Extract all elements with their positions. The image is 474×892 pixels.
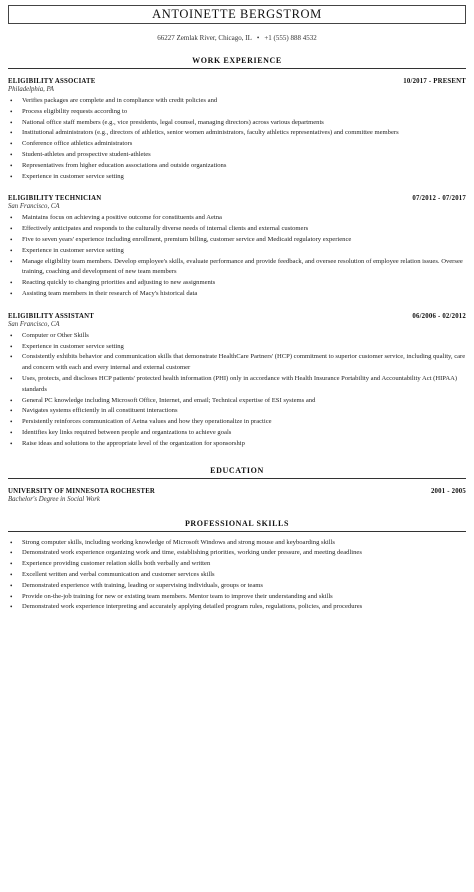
work-experience-heading <box>8 56 466 65</box>
list-item: • Strong computer skills, including working knowledge of Microsoft Windows and strong mouse and keyboarding skills <box>8 538 466 549</box>
job-entry <box>8 313 466 450</box>
education-dates: 2001 - 2005 <box>430 487 466 495</box>
list-item: • Verifies packages are complete and in compliance with credit policies and <box>8 96 466 107</box>
job-header <box>8 313 466 320</box>
list-item: • General PC knowledge including Microsoft Office, Internet, and email; Technical expertise of ESI systems and <box>8 396 466 407</box>
list-item: • Provide on-the-job training for new or existing team members. Mentor team to improve their understanding and skills <box>8 592 466 603</box>
list-item: • Identifies key links required between people and organizations to achieve goals <box>8 428 466 439</box>
job-header <box>8 195 466 202</box>
section-divider <box>8 531 466 532</box>
resume-page <box>8 0 466 613</box>
list-item: • Effectively anticipates and responds to the culturally diverse needs of internal clients and external customers <box>8 224 466 235</box>
list-item: • Uses, protects, and discloses HCP patients' protected health information (PHI) only in accordance with Health Insurance Portability and Accountability Act (HIPAA) standards <box>8 374 466 396</box>
skills-heading <box>8 519 466 528</box>
list-item: • Demonstrated experience with training, leading or supervising individuals, groups or teams <box>8 581 466 592</box>
list-item: • Persistently reinforces communication of Aetna values and how they operationalize in practice <box>8 417 466 428</box>
education-heading <box>8 466 466 475</box>
job-location: San Francisco, CA <box>8 320 60 328</box>
address: 66227 Zemlak River, Chicago, IL <box>157 34 252 42</box>
job-location: Philadelphia, PA <box>8 86 54 93</box>
skills-list <box>8 538 466 614</box>
list-item: • Excellent written and verbal communication and customer services skills <box>8 570 466 581</box>
list-item: • Student-athletes and prospective student-athletes <box>8 150 466 161</box>
list-item: • National office staff members (e.g., vice presidents, legal counsel, managing directors) across various departments <box>8 118 466 129</box>
list-item: • Experience in customer service setting <box>8 246 466 257</box>
job-dates: 07/2012 - 07/2017 <box>412 195 466 203</box>
list-item: • Navigates systems efficiently in all constituent interactions <box>8 406 466 417</box>
section-divider <box>8 478 466 479</box>
contact-separator: • <box>256 34 260 42</box>
job-title: ELIGIBILITY ASSISTANT <box>8 312 94 320</box>
job-bullets <box>8 331 466 450</box>
list-item: • Demonstrated work experience interpreting and accurately applying detailed program rules, regulations, policies, and procedures <box>8 602 466 613</box>
degree: Bachelor's Degree in Social Work <box>8 495 100 503</box>
job-bullets <box>8 96 466 182</box>
list-item: • Reacting quickly to changing priorities and adjusting to new assignments <box>8 278 466 289</box>
list-item: • Experience in customer service setting <box>8 342 466 353</box>
list-item: • Maintains focus on achieving a positive outcome for constituents and Aetna <box>8 213 466 224</box>
list-item: • Computer or Other Skills <box>8 331 466 342</box>
job-location: San Francisco, CA <box>8 203 60 211</box>
job-dates: 06/2006 - 02/2012 <box>412 312 466 320</box>
list-item: • Manage eligibility team members. Develop employee's skills, evaluate performance and provide feedback, and oversee resolution of employee relation issues. Oversee training, coaching and development of new team members <box>8 257 466 279</box>
education-entry <box>8 488 466 503</box>
job-title: ELIGIBILITY TECHNICIAN <box>8 195 102 203</box>
list-item: • Consistently exhibits behavior and communication skills that demonstrate HealthCare Partners' (HCP) commitment to superior customer service, including quality, care and concern with each and every internal and external customer <box>8 352 466 374</box>
list-item: • Conference office athletics administrators <box>8 139 466 150</box>
list-item: • Process eligibility requests according to <box>8 107 466 118</box>
job-entry <box>8 78 466 182</box>
list-item: • Assisting team members in their research of Macy's historical data <box>8 289 466 300</box>
candidate-name: ANTOINETTE BERGSTROM <box>8 5 466 24</box>
work-experience-title: WORK EXPERIENCE <box>192 56 282 65</box>
skills-title: PROFESSIONAL SKILLS <box>184 518 290 528</box>
list-item: • Institutional administrators (e.g., directors of athletics, senior women administrators, faculty athletics representatives) and committee members <box>8 128 466 139</box>
section-divider <box>8 68 466 69</box>
job-header <box>8 78 466 85</box>
list-item: • Experience in customer service setting <box>8 172 466 183</box>
list-item: • Five to seven years' experience including enrollment, premium billing, customer service and Medicaid regulatory experience <box>8 235 466 246</box>
education-title: EDUCATION <box>210 465 264 475</box>
list-item: • Raise ideas and solutions to the appropriate level of the organization for sponsorship <box>8 439 466 450</box>
list-item: • Representatives from higher education associations and outside organizations <box>8 161 466 172</box>
education-header <box>8 488 466 495</box>
contact-line <box>8 33 466 43</box>
job-entry <box>8 195 466 299</box>
school-name: UNIVERSITY OF MINNESOTA ROCHESTER <box>8 487 156 495</box>
list-item: • Demonstrated work experience organizing work and time, establishing priorities, working under pressure, and meeting deadlines <box>8 548 466 559</box>
job-dates: 10/2017 - PRESENT <box>403 78 466 85</box>
job-title: ELIGIBILITY ASSOCIATE <box>8 78 96 85</box>
job-bullets <box>8 213 466 299</box>
phone: +1 (555) 888 4532 <box>264 34 317 42</box>
list-item: • Experience providing customer relation skills both verbally and written <box>8 559 466 570</box>
